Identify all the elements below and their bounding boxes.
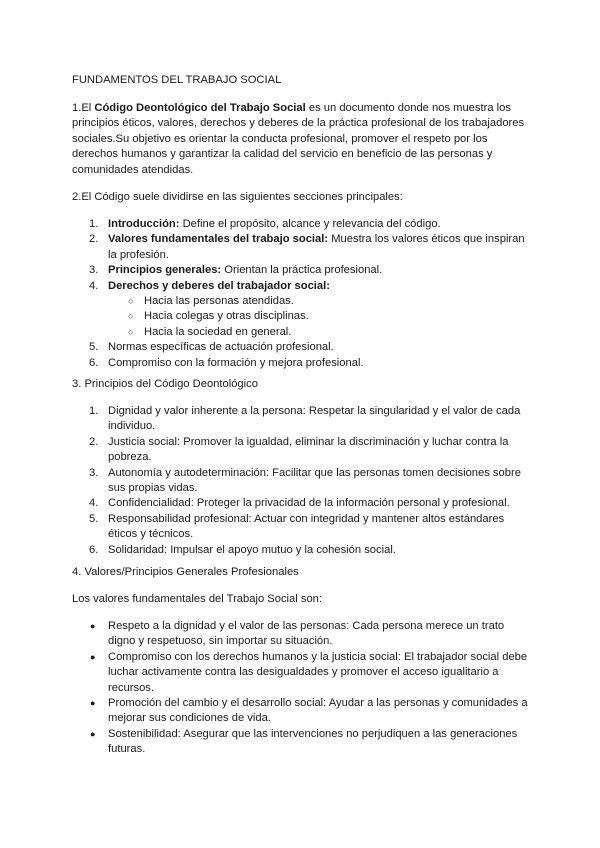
circle-bullet-icon: ○ [128,326,134,337]
section-1-text: 1.El Código Deontológico del Trabajo Social es un documento donde nos muestra los principios éticos, valores, derechos y deberes de la práctica profesional de los trabajadores sociales.Su objetivo es orientar la conducta profesional, promover el respeto por los derechos humanos y garantizar la calidad del servicio en beneficio de las personas y comunidades atendidas. [72,102,525,176]
list-item: 4. Confidencialidad: Proteger la privacidad de la información personal y profesional. [89,497,510,510]
section-4-list [72,619,532,758]
bullet-icon: ● [90,621,96,631]
list-item: 2. Justicia social: Promover la igualdad, eliminar la discriminación y luchar contra la pobreza. [89,435,509,464]
section-3-list [72,404,532,558]
list-item: 1. Introducción: Define el propósito, alcance y relevancia del código. [89,218,441,230]
document-title: FUNDAMENTOS DEL TRABAJO SOCIAL [72,74,282,86]
list-item: ● Sostenibilidad: Asegurar que las intervenciones no perjudiquen a las generaciones futuras. [90,727,518,756]
bullet-icon: ● [90,698,96,709]
list-item: 5. Responsabilidad profesional: Actuar con integridad y mantener altos estándares éticos y técnicos. [89,512,505,541]
list-item: ● Compromiso con los derechos humanos y la justicia social: El trabajador social debe luchar activamente contra las desigualdades y promover el acceso igualitario a recursos. [90,650,528,694]
circle-bullet-icon: ○ [128,296,134,307]
sub-list-item: ○ Hacia la sociedad en general. [72,325,532,340]
section-1-paragraph [72,101,532,178]
circle-bullet-icon: ○ [128,311,134,322]
sub-list [72,294,532,340]
bullet-icon: ● [90,728,96,739]
section-4-heading: 4. Valores/Principios Generales Profesionales [72,566,299,578]
section-4-intro: Los valores fundamentales del Trabajo Social son: [72,593,323,605]
list-item: ● Respeto a la dignidad y el valor de las personas: Cada persona merece un trato digno y respetuoso, sin importar su situación. [90,620,505,648]
section-2-intro: 2.El Código suele dividirse en las siguientes secciones principales: [72,191,403,203]
section-2-list [72,217,532,371]
list-item: 3. Principios generales: Orientan la práctica profesional. [89,264,383,277]
list-item: 3. Autonomía y autodeterminación: Facilitar que las personas tomen decisiones sobre sus propias vidas. [89,466,521,495]
list-item: 2. Valores fundamentales del trabajo social: Muestra los valores éticos que inspiran la profesión. [89,233,525,261]
list-item: 6. Solidaridad: Impulsar el apoyo mutuo y la cohesión social. [89,543,396,556]
list-item: ● Promoción del cambio y el desarrollo social: Ayudar a las personas y comunidades a mejorar sus condiciones de vida. [90,697,528,725]
section-3-heading: 3. Principios del Código Deontológico [72,378,258,390]
list-item: 5. Normas específicas de actuación profesional. [89,341,334,354]
list-item: 6. Compromiso con la formación y mejora profesional. [89,356,364,369]
list-item: 1. Dignidad y valor inherente a la persona: Respetar la singularidad y el valor de cada individuo. [89,405,521,433]
code-name-bold: Código Deontológico del Trabajo Social [94,102,306,114]
bullet-icon: ● [90,651,96,662]
list-item: 4. Derechos y deberes del trabajador social: ○ Hacia las personas atendidas. ○ Hacia colegas y otras disciplinas. ○ Hacia la sociedad en general. [72,279,532,341]
sub-list-item: ○ Hacia colegas y otras disciplinas. [72,309,532,324]
sub-list-item: ○ Hacia las personas atendidas. [72,294,532,309]
